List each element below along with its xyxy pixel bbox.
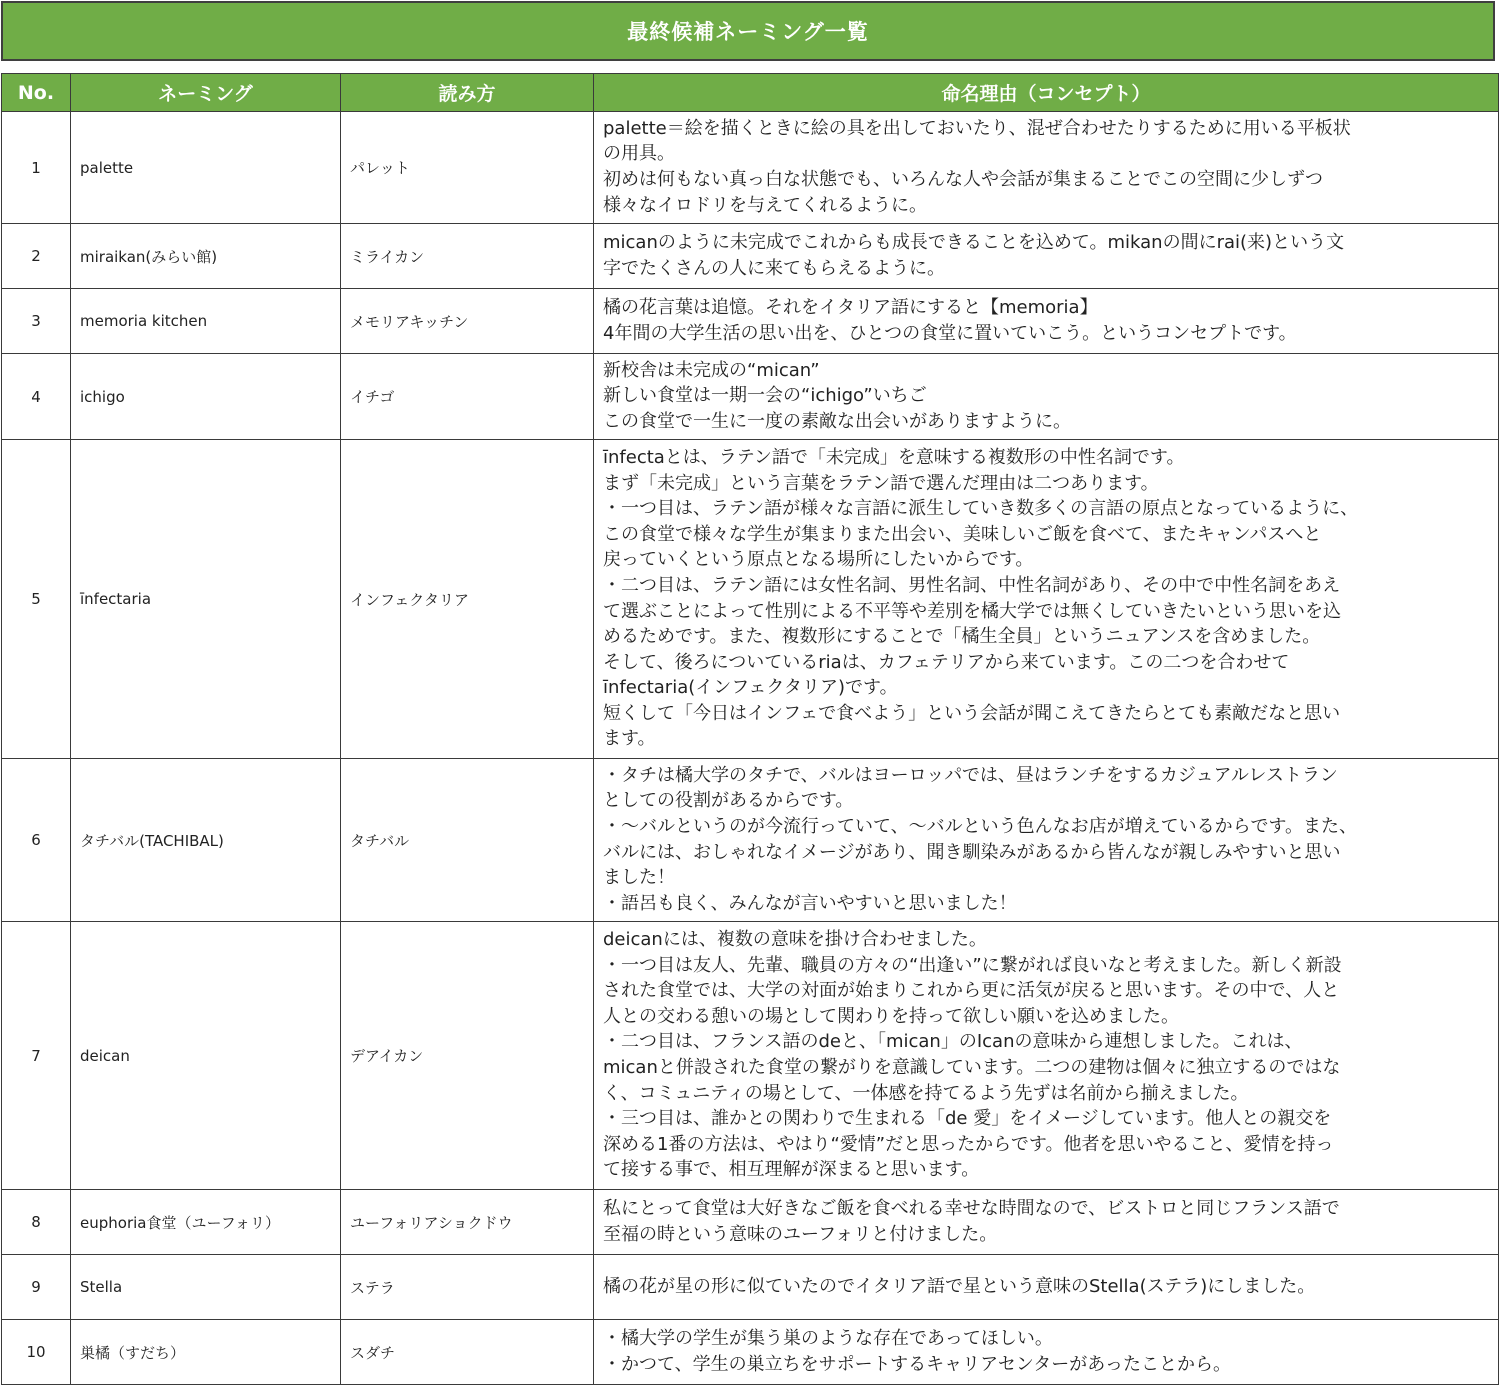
reading-cell: インフェクタリア [341,440,594,759]
naming-cell: Stella [71,1255,341,1320]
row-number: 4 [2,354,71,440]
naming-cell: euphoria食堂（ユーフォリ） [71,1190,341,1255]
header-reason: 命名理由（コンセプト） [594,74,1499,112]
reading-cell: パレット [341,112,594,224]
naming-cell: īnfectaria [71,440,341,759]
reason-cell [594,440,1499,759]
reading-cell: ステラ [341,1255,594,1320]
reason-line: 新しい食堂は一期一会の“ichigo”いちご [603,385,927,407]
reason-line: この食堂で一生に一度の素敵な出会いがありますように。 [603,410,1071,432]
reason-line: ・一つ目は、ラテン語が様々な言語に派生していき数多くの言語の原点となっているように、 [603,498,1359,520]
page-title-bar [1,1,1495,61]
reason-line: この食堂で様々な学生が集まりまた出会い、美味しいご飯を食べて、またキャンパスへと [603,523,1322,545]
table-row [2,1320,1499,1385]
row-number: 5 [2,440,71,759]
reading-cell: ミライカン [341,224,594,289]
table-row [2,224,1499,289]
reason-line: micanのように未完成でこれからも成長できることを込めて。mikanの間にrai(来)という文 [603,231,1345,253]
reason-line: ・～バルというのが今流行っていて、～バルという色んなお店が増えているからです。また、 [603,815,1358,837]
reason-cell [594,1190,1499,1255]
reason-cell [594,354,1499,440]
reason-line: 深める1番の方法は、やはり“愛情”だと思ったからです。他者を思いやること、愛情を持っ [603,1133,1334,1155]
reading-cell: タチバル [341,759,594,922]
naming-cell: memoria kitchen [71,289,341,354]
naming-cell: 巣橘（すだち） [71,1320,341,1385]
reason-line: まず「未完成」という言葉をラテン語で選んだ理由は二つあります。 [603,472,1159,494]
reason-line: 至福の時という意味のユーフォリと付けました。 [603,1223,998,1245]
reason-line: ・橘大学の学生が集う巣のような存在であってほしい。 [603,1327,1053,1349]
table-row [2,354,1499,440]
reason-line: 橘の花言葉は追憶。それをイタリア語にすると【memoria】 [603,296,1098,318]
row-number: 3 [2,289,71,354]
reason-line: ・語呂も良く、みんなが言いやすいと思いました！ [603,892,1017,914]
reading-cell: ユーフォリアショクドウ [341,1190,594,1255]
naming-cell: ichigo [71,354,341,440]
reading-cell: イチゴ [341,354,594,440]
reason-line: īnfectaria(インフェクタリア)です。 [603,677,898,699]
reason-line: ました！ [603,867,675,889]
naming-cell: deican [71,922,341,1190]
reason-line: の用具。 [603,143,675,165]
reason-line: めるためです。また、複数形にすることで「橘生全員」というニュアンスを含めました。 [603,626,1321,648]
reading-cell: メモリアキッチン [341,289,594,354]
naming-cell: タチバル(TACHIBAL) [71,759,341,922]
reason-line: ・二つ目は、ラテン語には女性名詞、男性名詞、中性名詞があり、その中で中性名詞をあえ [603,574,1341,596]
table-row [2,1255,1499,1320]
row-number: 6 [2,759,71,922]
reason-line: く、コミュニティの場として、一体感を持てるよう先ずは名前から揃えました。 [603,1082,1249,1104]
reason-line: micanと併設された食堂の繋がりを意識しています。二つの建物は個々に独立するのではな [603,1057,1341,1078]
reason-cell [594,759,1499,922]
reason-line: ・三つ目は、誰かとの関わりで生まれる「de 愛」をイメージしています。他人との親交を [603,1108,1332,1130]
reason-line: ・タチは橘大学のタチで、バルはヨーロッパでは、昼はランチをするカジュアルレストラン [603,764,1338,786]
row-number: 9 [2,1255,71,1320]
reason-line: deicanには、複数の意味を掛け合わせました。 [603,929,987,951]
reason-cell [594,289,1499,354]
reason-line: て選ぶことによって性別による不平等や差別を橘大学では無くしていきたいという思いを込 [603,600,1341,622]
reason-line: 4年間の大学生活の思い出を、ひとつの食堂に置いていこう。というコンセプトです。 [603,322,1297,344]
reason-line: そして、後ろについているriaは、カフェテリアから来ています。この二つを合わせて [603,651,1290,673]
row-number: 10 [2,1320,71,1385]
reason-line: バルには、おしゃれなイメージがあり、聞き馴染みがあるから皆んなが親しみやすいと思い [603,841,1341,863]
table-row [2,440,1499,759]
naming-cell: miraikan(みらい館) [71,224,341,289]
table-header-row [2,74,1499,112]
reason-cell [594,922,1499,1190]
reason-line: 私にとって食堂は大好きなご飯を食べれる幸せな時間なので、ビストロと同じフランス語で [603,1197,1340,1219]
reason-line: ・かつて、学生の巣立ちをサポートするキャリアセンターがあったことから。 [603,1353,1232,1375]
reason-line: 人との交わる憩いの場として関わりを持って欲しい願いを込めました。 [603,1005,1179,1027]
reason-line: 新校舎は未完成の“mican” [603,359,820,381]
table-row [2,922,1499,1190]
reason-cell [594,1320,1499,1385]
reason-line: 様々なイロドリを与えてくれるように。 [603,194,927,216]
row-number: 7 [2,922,71,1190]
reason-line: 初めは何もない真っ白な状態でも、いろんな人や会話が集まることでこの空間に少しずつ [603,169,1323,190]
row-number: 1 [2,112,71,224]
reason-line: īnfectaとは、ラテン語で「未完成」を意味する複数形の中性名詞です。 [603,446,1185,468]
reason-line: としての役割があるからです。 [603,790,854,812]
naming-table [1,73,1499,1385]
reason-line: 橘の花が星の形に似ていたのでイタリア語で星という意味のStella(ステラ)にしました。 [603,1275,1316,1297]
reason-line: された食堂では、大学の対面が始まりこれから更に活気が戻ると思います。その中で、人と [603,980,1340,1002]
reason-cell [594,224,1499,289]
naming-cell: palette [71,112,341,224]
table-body [2,112,1499,1385]
reason-line: 戻っていくという原点となる場所にしたいからです。 [603,549,1034,571]
reason-line: ます。 [603,728,656,750]
reason-line: palette＝絵を描くときに絵の具を出しておいたり、混ぜ合わせたりするために用いる平板状 [603,117,1351,139]
header-reading: 読み方 [341,74,594,112]
table-row [2,112,1499,224]
reason-line: ・二つ目は、フランス語のdeと、「mican」のIcanの意味から連想しました。これは、 [603,1031,1303,1053]
table-row [2,289,1499,354]
reading-cell: スダチ [341,1320,594,1385]
table-row [2,1190,1499,1255]
reason-line: て接する事で、相互理解が深まると思います。 [603,1159,980,1181]
table-row [2,759,1499,922]
reason-line: ・一つ目は友人、先輩、職員の方々の“出逢い”に繋がれば良いなと考えました。新しく新設 [603,954,1342,976]
header-naming: ネーミング [71,74,341,112]
reason-cell [594,1255,1499,1320]
page-title: 最終候補ネーミング一覧 [627,20,869,44]
reason-line: 短くして「今日はインフェで食べよう」という会話が聞こえてきたらとても素敵だなと思い [603,702,1341,724]
reason-cell [594,112,1499,224]
row-number: 2 [2,224,71,289]
row-number: 8 [2,1190,71,1255]
reason-line: 字でたくさんの人に来てもらえるように。 [603,257,945,279]
header-no: No. [2,74,71,112]
reading-cell: デアイカン [341,922,594,1190]
